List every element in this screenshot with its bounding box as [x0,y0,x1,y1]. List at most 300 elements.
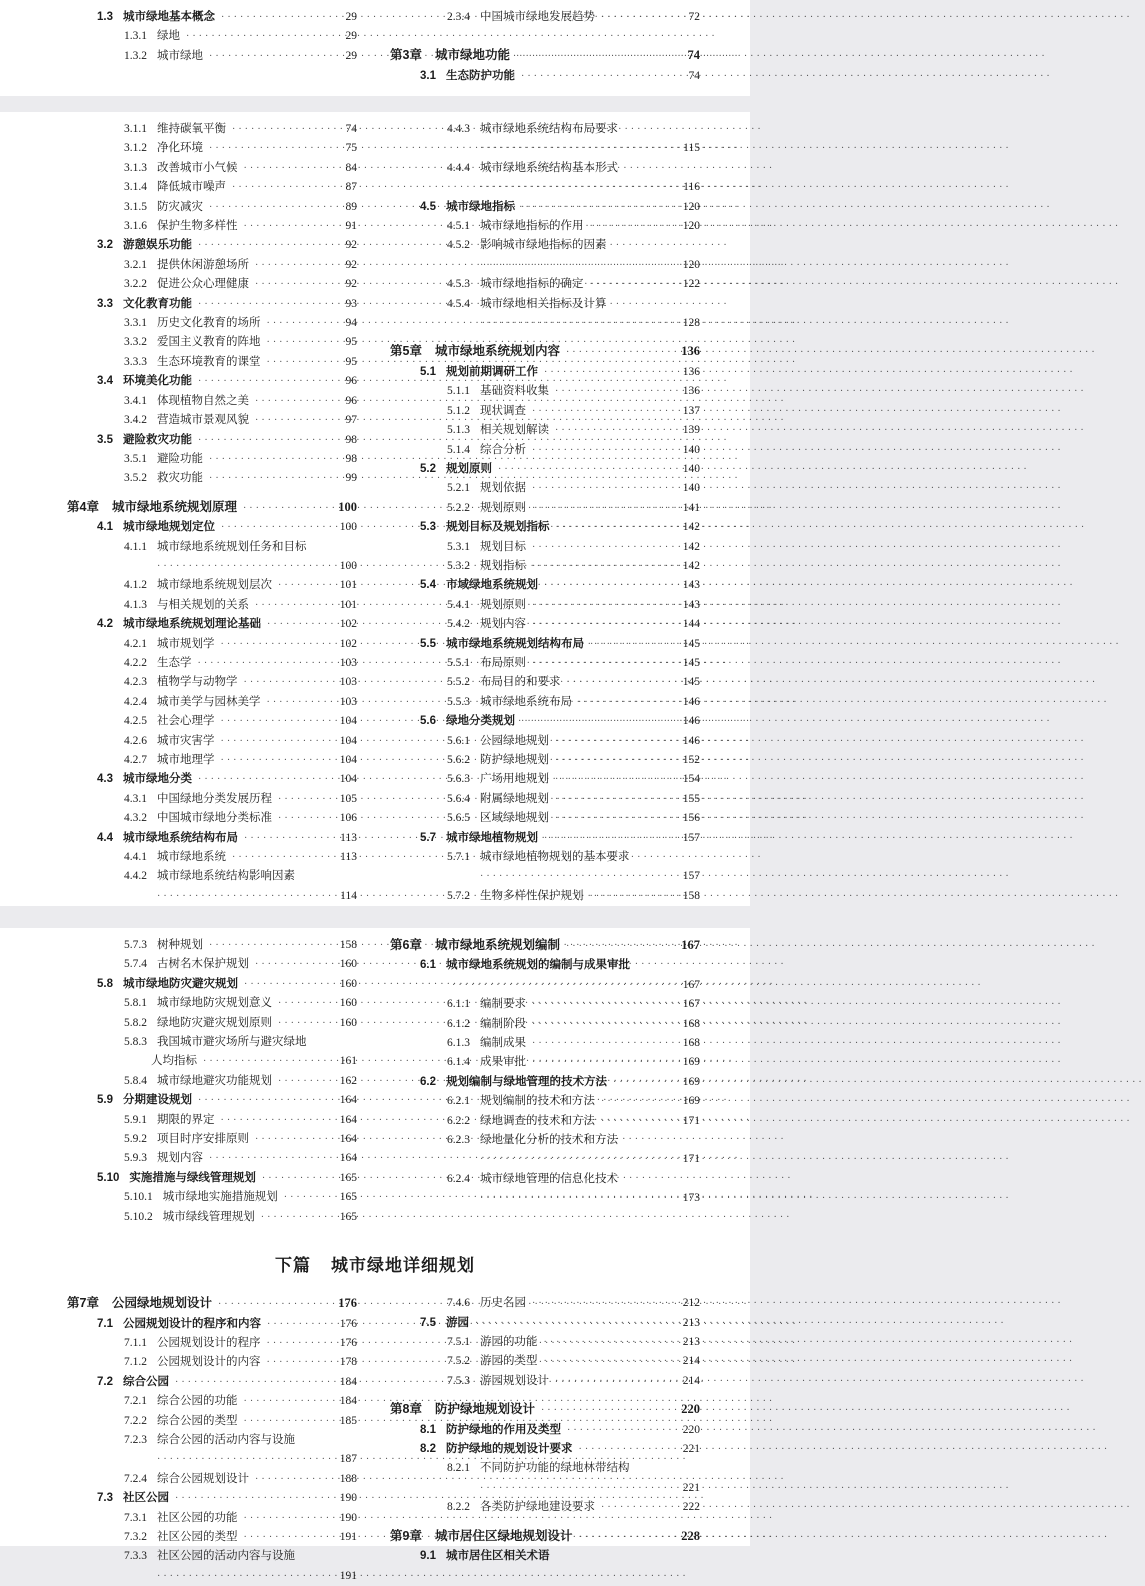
entry-page-number: 157 [682,870,700,883]
entry-title: 编制要求 [480,998,526,1011]
entry-title: 社区公园的类型 [157,1530,238,1543]
entry-title: 生态环境教育的课堂 [157,355,261,368]
dot-leader [566,342,677,362]
entry-title: 游园 [446,1316,469,1329]
toc-entry-row [390,460,700,479]
entry-title: 生物多样性保护规划 [480,889,584,902]
entry-title: 城市绿地 [157,49,203,62]
entry-number: 5.10 [97,1171,120,1184]
toc-entry-row [390,848,700,867]
toc-entry-row [390,770,700,789]
entry-title: 绿地调查的技术和方法 [480,1114,595,1127]
toc-column-left [67,8,357,66]
toc-entry-row [390,1333,700,1352]
dot-leader [244,1412,336,1431]
entry-page-number: 96 [345,394,357,407]
dot-leader [157,887,336,906]
entry-number: 4.1 [97,521,113,534]
entry-page-number: 191 [339,1569,357,1582]
dot-leader [244,829,336,848]
toc-entry-row [67,936,357,955]
entry-number: 6.1.4 [447,1056,470,1069]
toc-column-right [390,1294,700,1566]
entry-number: 6.2 [420,1075,436,1088]
dot-leader [186,27,342,46]
dot-leader [613,1073,679,1092]
entry-title: 防护绿地规划设计 [434,1402,535,1417]
toc-chapter-row [67,1294,357,1314]
toc-entry-row [67,314,357,333]
toc-entry-row [67,1169,357,1188]
entry-title: 城市绿地系统结构布局要求 [480,123,618,135]
entry-title: 规划依据 [480,482,526,495]
dot-leader [532,479,679,498]
toc-entry-row [67,829,357,848]
entry-title: 公园绿地规划设计 [111,1296,212,1311]
entry-page-number: 157 [682,831,700,844]
entry-number: 3.1 [420,69,436,82]
entry-page-number: 104 [339,734,357,747]
entry-number: 5.5.1 [447,656,470,669]
entry-page-number: 143 [682,598,700,611]
entry-number: 8.2.2 [447,1501,470,1514]
toc-entry-row [67,295,357,314]
entry-number: 4.2.4 [124,695,147,708]
entry-number: 5.10.1 [124,1191,153,1204]
toc-entry-row [67,1014,357,1033]
entry-number: 5.6.1 [447,734,470,747]
dot-leader [209,139,342,158]
toc-entry-row [390,1131,700,1150]
dot-leader [244,159,342,178]
entry-page-number: 162 [339,1074,357,1087]
toc-entry-row [390,654,700,673]
entry-number: 4.5 [420,200,436,213]
entry-title: 植物学与动物学 [157,676,238,689]
dot-leader [555,421,679,440]
entry-page-number: 98 [345,452,357,465]
dot-leader [480,1150,679,1169]
entry-title: 游园规划设计 [480,1374,549,1387]
toc-entry-row [390,809,700,828]
entry-number: 5.9.1 [124,1113,147,1126]
entry-page-number: 220 [682,1423,700,1436]
dot-leader [255,596,336,615]
entry-title: 城市居住区相关术语 [446,1549,550,1562]
entry-number: 5.2.2 [447,501,470,514]
dot-leader [480,867,679,886]
page-fragment-bottom [0,928,750,1582]
toc-entry-continuation-row [390,256,700,275]
dot-leader [255,256,342,275]
entry-title: 中国城市绿地分类标准 [157,812,272,825]
dot-leader [232,120,342,139]
dot-leader [267,1353,336,1372]
entry-number: 4.4 [97,831,113,844]
entry-title: 城市绿地系统结构布局 [123,831,238,844]
dot-leader [567,673,679,692]
entry-page-number: 188 [339,1472,357,1485]
vertical-spacer [390,1391,700,1400]
entry-number: 5.9.2 [124,1133,147,1146]
entry-title: 城市绿地植物规划的基本要求 [480,851,630,864]
toc-entry-continuation-row [67,557,357,576]
toc-entry-row [390,635,700,654]
entry-page-number: 154 [682,773,700,786]
dot-leader [480,178,679,197]
entry-page-number: 136 [681,344,700,359]
entry-title: 分期建设规划 [123,1094,192,1107]
entry-number: 5.7.3 [124,939,147,951]
entry-title: 中国绿地分类发展历程 [157,792,272,805]
dot-leader [255,1470,336,1489]
entry-title: 城市绿地规划定位 [123,521,215,534]
entry-number: 6.1.1 [447,998,470,1011]
entry-number: 5.7 [420,831,436,844]
entry-number: 3.4.2 [124,414,147,427]
entry-number: 5.5 [420,637,436,650]
entry-page-number: 167 [681,938,700,952]
entry-title: 避险功能 [157,452,203,465]
entry-number: 5.3.2 [447,559,470,572]
dot-leader [555,751,679,770]
toc-entry-row [390,421,700,440]
entry-page-number: 158 [339,939,357,951]
dot-leader [203,1052,336,1071]
page-separator [0,906,750,928]
toc-entry-row [390,576,700,595]
dot-leader [221,751,336,770]
toc-entry-row [390,499,700,518]
entry-number: 5.3.1 [447,540,470,553]
dot-leader [198,372,342,391]
entry-number: 4.2.5 [124,715,147,728]
entry-number: 第3章 [390,48,422,63]
entry-number: 4.4.3 [447,123,470,135]
toc-entry-row [67,120,357,139]
dot-leader [544,1333,679,1352]
dot-leader [255,411,342,430]
entry-page-number: 146 [682,715,700,728]
toc-column-right [390,120,700,906]
entry-number: 3.1.6 [124,220,147,233]
toc-entry-row [67,596,357,615]
entry-number: 8.2 [420,1442,436,1455]
entry-page-number: 100 [339,559,357,572]
dot-leader [532,596,679,615]
toc-entry-row [67,994,357,1013]
dot-leader [555,732,679,751]
entry-page-number: 94 [345,317,357,330]
toc-entry-row [390,363,700,382]
vertical-spacer [390,1518,700,1527]
entry-title: 现状调查 [480,404,526,417]
entry-title: 不同防护功能的绿地林带结构 [480,1462,630,1475]
entry-number: 5.6.4 [447,792,470,805]
entry-page-number: 141 [682,501,700,514]
entry-number: 9.1 [420,1549,436,1562]
entry-title: 公园绿地规划 [480,734,549,747]
dot-leader [267,1315,336,1334]
toc-entry-row [390,1372,700,1391]
toc-entry-row [390,956,700,975]
toc-entry-row [67,673,357,692]
entry-page-number: 160 [339,958,357,971]
entry-page-number: 185 [339,1414,357,1427]
entry-title: 降低城市噪声 [157,181,226,194]
dot-leader [198,236,342,255]
entry-page-number: 140 [682,462,700,475]
dot-leader [267,693,336,712]
dot-leader [244,1528,336,1547]
entry-number: 4.2.7 [124,754,147,766]
toc-entry-row [67,770,357,789]
entry-title: 公园规划设计的内容 [157,1356,261,1369]
entry-title: 社区公园的活动内容与设施 [157,1550,295,1563]
entry-page-number: 72 [688,11,700,23]
entry-page-number: 120 [682,220,700,233]
dot-leader [267,615,336,634]
entry-page-number: 171 [682,1153,700,1166]
entry-number: 4.1.2 [124,579,147,592]
entry-number: 8.1 [420,1423,436,1436]
entry-title: 社区公园 [123,1492,169,1505]
dot-leader [255,1130,336,1149]
toc-entry-row [67,27,357,46]
dot-leader [221,635,336,654]
entry-page-number: 93 [345,297,357,310]
entry-number: 3.1.1 [124,123,147,135]
toc-entry-row [67,1130,357,1149]
toc-entry-row [67,275,357,294]
dot-leader [209,450,342,469]
entry-title: 规划原则 [446,462,492,475]
dot-leader [521,67,685,86]
entry-number: 7.5.1 [447,1335,470,1348]
entry-page-number: 29 [345,49,357,62]
toc-entry-row [390,382,700,401]
entry-number: 4.3 [97,773,113,786]
entry-title: 防护绿地规划 [480,754,549,766]
entry-page-number: 178 [339,1356,357,1369]
entry-title: 城市绿地系统结构影响因素 [157,870,295,883]
entry-title: 公园规划设计的程序 [157,1336,261,1349]
entry-number: 5.1.1 [447,385,470,398]
entry-title: 布局原则 [480,656,526,669]
entry-title: 市域绿地系统规划 [446,579,538,592]
dot-leader [452,976,679,995]
toc-entry-row [390,402,700,421]
entry-title: 与相关规划的关系 [157,598,249,611]
dot-leader [516,46,684,66]
entry-title: 历史文化教育的场所 [157,317,261,330]
entry-page-number: 115 [683,142,700,155]
entry-page-number: 145 [682,656,700,669]
entry-number: 第7章 [67,1296,99,1311]
entry-title: 城市绿地相关指标及计算 [480,297,607,310]
dot-leader [267,353,342,372]
entry-page-number: 161 [339,1055,357,1068]
entry-page-number: 168 [682,1017,700,1030]
entry-title: 改善城市小气候 [157,161,238,174]
entry-page-number: 87 [345,181,357,194]
entry-number: 3.3 [97,297,113,310]
toc-entry-row [67,198,357,217]
dot-leader [209,936,336,955]
entry-number: 3.3.1 [124,317,147,330]
entry-title: 布局目的和要求 [480,676,561,689]
dot-leader [590,635,679,654]
entry-number: 1.3.1 [124,30,147,43]
vertical-spacer [67,489,357,498]
entry-title: 规划原则 [480,598,526,611]
entry-number: 4.5.1 [447,220,470,233]
dot-leader [209,1149,336,1168]
toc-entry-row [67,333,357,352]
entry-title: 城市绿地实施措施规划 [162,1191,278,1204]
entry-page-number: 142 [682,521,700,534]
toc-entry-continuation-row [390,1189,700,1208]
toc-entry-continuation-row [390,976,700,995]
toc-entry-row [390,751,700,770]
toc-entry-row [67,712,357,731]
entry-number: 第6章 [390,938,422,952]
dot-leader [221,8,342,27]
toc-entry-continuation-row [390,178,700,197]
entry-title: 防护绿地的作用及类型 [446,1423,561,1436]
entry-page-number: 95 [345,355,357,368]
entry-number: 5.8.4 [124,1074,147,1087]
part-title: 城市绿地详细规划 [331,1256,475,1276]
toc-column-right [390,8,700,86]
toc-entry-row [390,712,700,731]
entry-title: 历史名园 [480,1297,526,1310]
entry-number: 7.2.3 [124,1433,147,1446]
entry-title: 城市规划学 [157,637,215,650]
entry-title: 绿地分类规划 [446,715,515,728]
entry-title: 提供休闲游憩场所 [157,258,249,271]
entry-number: 7.2.4 [124,1472,147,1485]
dot-leader [278,1072,336,1091]
entry-page-number: 144 [682,618,700,631]
entry-number: 7.3.1 [124,1511,147,1524]
entry-page-number: 128 [682,317,700,330]
entry-page-number: 104 [339,773,357,786]
toc-chapter-row [390,1527,700,1547]
entry-number: 4.2.1 [124,637,147,650]
entry-page-number: 92 [345,258,357,271]
entry-number: 7.2.2 [124,1414,147,1427]
entry-number: 5.6 [420,715,436,728]
entry-number: 5.3 [420,521,436,534]
entry-page-number: 165 [339,1210,357,1223]
entry-page-number: 120 [682,200,700,213]
entry-page-number: 145 [682,676,700,689]
dot-leader [278,790,336,809]
entry-page-number: 143 [682,579,700,592]
dot-leader [532,995,679,1014]
entry-title: 综合公园规划设计 [157,1472,249,1485]
toc-entry-row [390,295,700,314]
page-fragment-middle [0,112,750,906]
dot-leader [480,1479,679,1498]
dot-leader [244,217,342,236]
toc-chapter-row [390,1400,700,1420]
entry-number: 3.4.1 [124,394,147,407]
entry-title: 实施措施与绿线管理规划 [129,1171,256,1184]
entry-number: 5.1.4 [447,443,470,456]
toc-entry-row [67,1334,357,1353]
toc-column-left [67,1294,357,1586]
entry-title: 古树名木保护规划 [157,958,249,971]
toc-entry-row [390,557,700,576]
entry-page-number: 101 [339,598,357,611]
entry-title: 规划内容 [480,618,526,631]
dot-leader [480,139,679,158]
entry-page-number: 187 [339,1453,357,1466]
toc-entry-row [390,1459,700,1478]
toc-entry-continuation-row [390,1479,700,1498]
entry-number: 7.3 [97,1492,113,1505]
entry-page-number: 221 [682,1481,700,1494]
entry-page-number: 176 [339,1317,357,1330]
entry-title: 城市绿地系统布局 [480,695,572,708]
entry-page-number: 165 [339,1191,357,1204]
dot-leader [278,576,336,595]
dot-leader [278,809,336,828]
toc-entry-row [67,1033,357,1052]
toc-entry-row [67,159,357,178]
entry-number: 5.4 [420,579,436,592]
entry-title: 城市绿地功能 [434,48,510,63]
dot-leader [480,1189,679,1208]
entry-page-number: 190 [339,1511,357,1524]
entry-page-number: 103 [339,695,357,708]
entry-page-number: 190 [339,1492,357,1505]
toc-entry-row [67,848,357,867]
entry-page-number: 98 [345,433,357,446]
entry-title: 综合公园的功能 [157,1395,238,1408]
toc-columns-top [0,0,750,86]
entry-page-number: 140 [682,443,700,456]
entry-title: 区域绿地规划 [480,812,549,825]
entry-number: 5.6.5 [447,812,470,825]
entry-page-number: 29 [345,30,357,43]
part-heading [0,1251,750,1276]
entry-page-number: 101 [339,579,357,592]
entry-title: 相关规划解读 [480,424,549,437]
entry-title: 编制成果 [480,1037,526,1050]
dot-leader [157,1567,336,1586]
entry-title: 公园规划设计的程序和内容 [123,1317,261,1330]
toc-entry-row [67,411,357,430]
toc-entry-row [67,469,357,488]
entry-page-number: 139 [682,424,700,437]
dot-leader [532,1053,679,1072]
entry-title: 城市绿地防灾避灾规划 [123,977,238,990]
toc-entry-continuation-row [67,1052,357,1071]
dot-leader [555,809,679,828]
entry-page-number: 97 [345,414,357,427]
toc-chapter-row [390,936,700,956]
entry-page-number: 228 [681,1528,700,1543]
entry-page-number: 176 [339,1336,357,1349]
dot-leader [232,178,342,197]
entry-title: 城市绿地系统规划的编制与成果审批 [446,959,630,972]
entry-title: 文化教育功能 [123,297,192,310]
entry-title: 规划原则 [480,501,526,514]
entry-page-number: 113 [340,851,357,864]
